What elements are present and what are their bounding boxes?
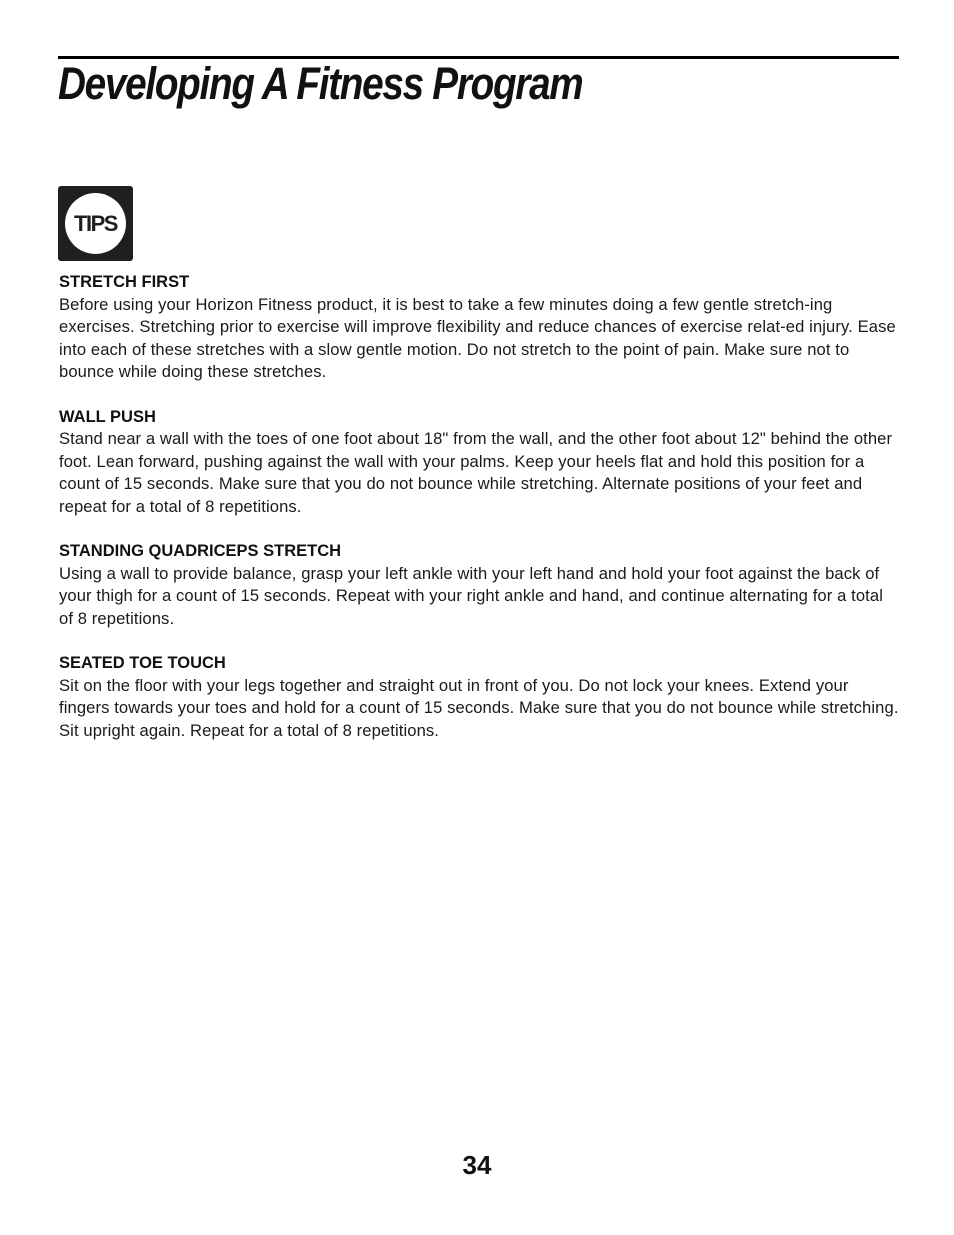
section-body: Sit on the floor with your legs together and straight out in front of you. Do not lock your knees. Extend your fingers towards your toes and hold for a count of 15 seconds. Make sure that you do not bounce while stretching. Sit upright again. Repeat for a total of 8 repetitions. <box>59 675 899 740</box>
tips-badge-icon <box>58 186 133 261</box>
section-heading: WALL PUSH <box>59 407 156 426</box>
tips-badge-circle <box>65 193 126 254</box>
tips-badge-label: TIPS <box>74 210 117 236</box>
section-seated-toe-touch <box>59 652 901 742</box>
section-heading: STANDING QUADRICEPS STRETCH <box>59 542 342 560</box>
section-body: Using a wall to provide balance, grasp your left ankle with your left hand and hold your foot against the back of your thigh for a count of 15 seconds. Repeat with your right ankle and hand, and continue alternating for a total of 8 repetitions. <box>59 563 883 628</box>
tips-sections <box>59 271 901 764</box>
section-body: Stand near a wall with the toes of one foot about 18" from the wall, and the other foot about 12" behind the other foot. Lean forward, pushing against the wall with your palms. Keep your heels flat and hold this position for a count of 15 seconds. Make sure that you do not bounce while stretching. Alternate positions of your feet and repeat for a total of 8 repetitions. <box>59 429 893 516</box>
section-stretch-first <box>59 271 901 384</box>
section-standing-quadriceps-stretch <box>59 540 901 630</box>
section-heading: SEATED TOE TOUCH <box>59 654 226 672</box>
page-number: 34 <box>462 1150 492 1180</box>
section-body: Before using your Horizon Fitness product, it is best to take a few minutes doing a few gentle stretch-ing exercises. Stretching prior to exercise will improve flexibility and reduce chances of exercise relat-ed injury. Ease into each of these stretches with a slow gentle motion. Do not stretch to the point of pain. Make sure not to bounce while doing these stretches. <box>59 294 896 381</box>
section-heading: STRETCH FIRST <box>59 273 190 291</box>
section-wall-push <box>59 406 901 519</box>
page-title: Developing A Fitness Program <box>58 58 583 109</box>
